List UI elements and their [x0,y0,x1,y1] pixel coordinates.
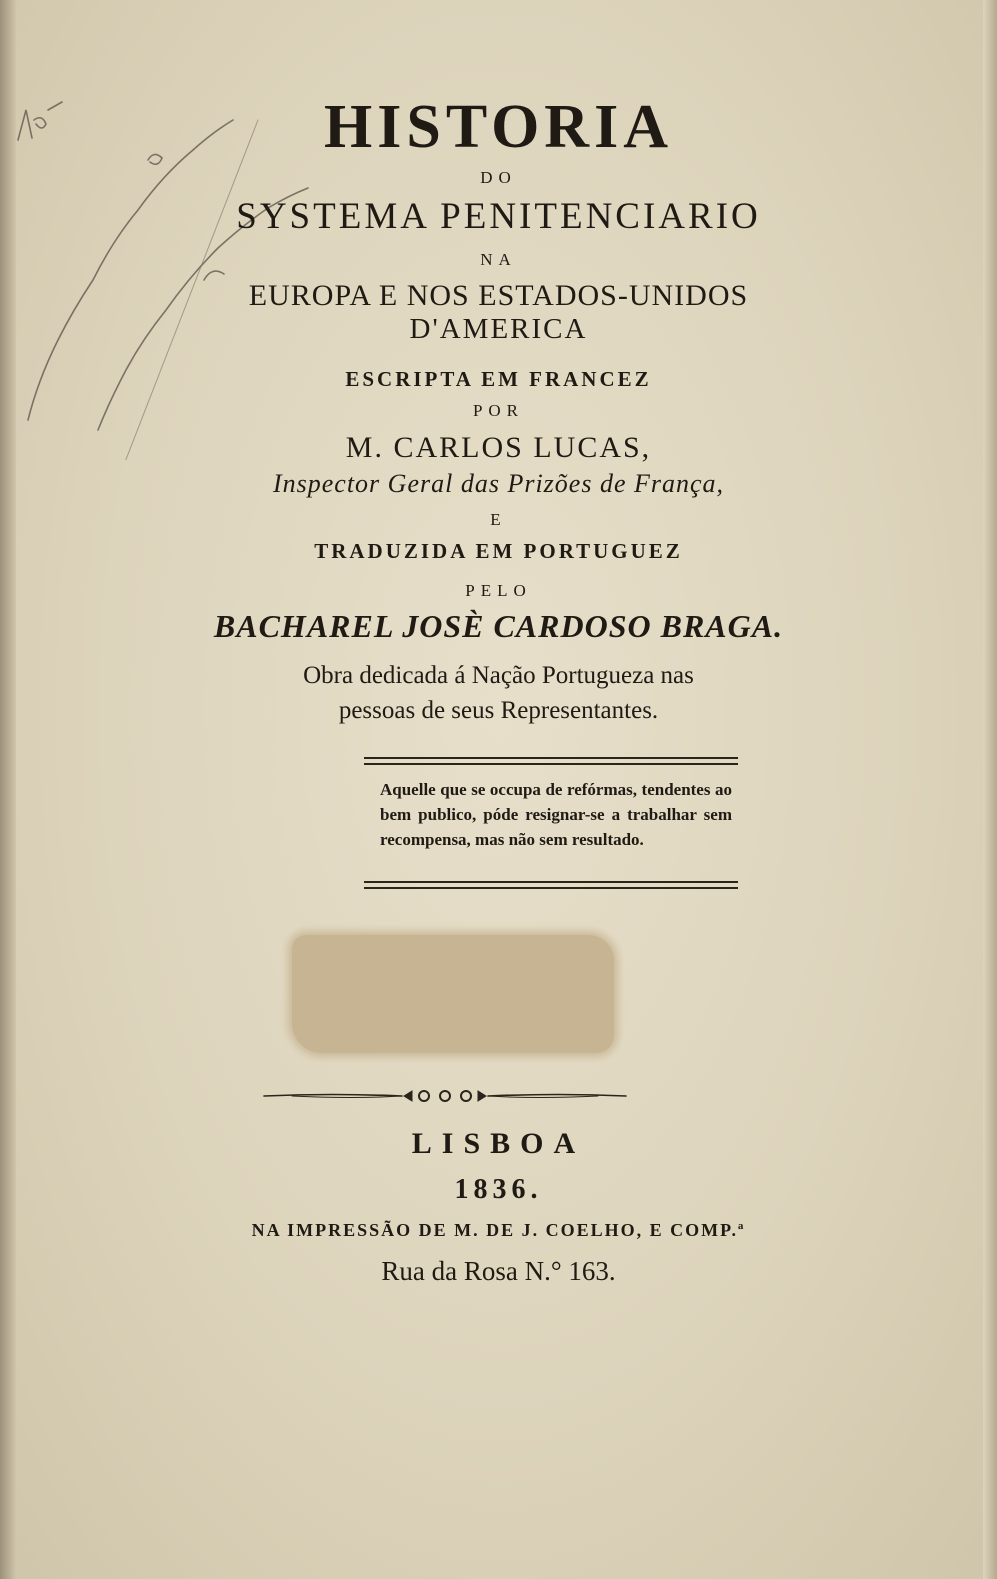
epigraph-text: Aquelle que se occupa de refórmas, tendentes ao bem publico, póde resignar-se a trabalhar sem recompensa, mas não sem resultado. [380,780,732,849]
dedication-line-2: pessoas de seus Representantes. [338,697,659,724]
imprint-year: 1836. [454,1174,543,1205]
connector-do: DO [480,168,517,187]
epigraph-rule-top-1 [364,757,738,759]
imprint-printer: NA IMPRESSÃO DE M. DE J. COELHO, E COMP.ª [251,1220,746,1240]
ornament-divider-icon [262,1084,628,1108]
book-subject: SYSTEMA PENITENCIARIO [236,196,761,237]
connector-na: NA [480,250,517,269]
author-name: M. CARLOS LUCAS, [345,431,652,464]
epigraph-rule-bottom-2 [364,887,738,889]
translated-in-line: TRADUZIDA EM PORTUGUEZ [314,539,683,563]
book-title: HISTORIA [324,93,673,161]
translator-name: BACHAREL JOSÈ CARDOSO BRAGA. [213,608,784,644]
paper-stain [292,935,614,1053]
region-line-1: EUROPA E NOS ESTADOS-UNIDOS [248,279,749,312]
epigraph-rule-top-2 [364,763,738,765]
connector-pelo: PELO [465,581,532,600]
connector-e: E [490,510,507,529]
epigraph-rule-bottom-1 [364,881,738,883]
author-title: Inspector Geral das Prizões de França, [272,469,725,498]
written-in-line: ESCRIPTA EM FRANCEZ [345,367,652,391]
connector-por: POR [472,401,525,420]
imprint-address: Rua da Rosa N.° 163. [381,1256,616,1286]
imprint-city: LISBOA [411,1127,586,1160]
region-line-2: D'AMERICA [409,313,588,345]
dedication-line-1: Obra dedicada á Nação Portugueza nas [303,662,694,689]
